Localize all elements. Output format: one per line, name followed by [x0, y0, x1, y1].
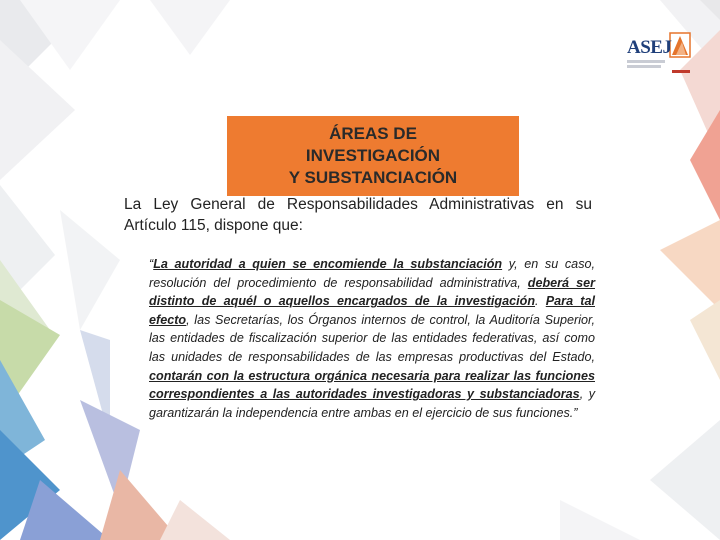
intro-paragraph: La Ley General de Responsabilidades Administrativas en su Artículo 115, dispone que: [124, 196, 592, 234]
quote-emphasis: contarán con la estructura orgánica necesaria para realizar las funciones correspondientes a las autoridades investigadoras y substanciadoras [149, 368, 595, 402]
quote-emphasis: Para tal efecto [149, 294, 595, 327]
quote-emphasis: La autoridad a quien se encomiende la substanciación [153, 257, 503, 271]
bg-triangle-22 [650, 420, 720, 540]
law-quote [149, 255, 595, 422]
quote-text: , y garantizarán la independencia entre ambas en el ejercicio de sus funciones.” [149, 387, 596, 420]
bg-triangle-19 [690, 110, 720, 220]
section-title-box [227, 116, 519, 196]
quote-text: y, en su caso, resolución del procedimiento de responsabilidad administrativa, [149, 257, 595, 290]
quote-text: . [535, 294, 546, 309]
quote-text: , las Secretarías, los Órganos internos de control, la Auditoría Superior, las entidades de fiscalización superior de las entidades federativas, así como las unidades de responsabilidades de las empresas productivas del Estado, [149, 312, 595, 364]
bg-triangle-23 [560, 500, 640, 540]
section-title: ÁREAS DE INVESTIGACIÓN Y SUBSTANCIACIÓN [288, 124, 458, 187]
quote-text: “ [149, 257, 154, 271]
asej-logo [624, 30, 696, 78]
quote-emphasis: deberá ser distinto de aquél o aquellos encargados de la investigación [149, 275, 595, 309]
logo-text: ASEJ [627, 37, 672, 58]
bg-triangle-20 [660, 220, 720, 310]
bg-triangle-21 [690, 300, 720, 380]
bg-triangle-6 [60, 210, 120, 330]
bg-triangle-4 [150, 0, 230, 55]
bg-triangle-15 [160, 500, 230, 540]
